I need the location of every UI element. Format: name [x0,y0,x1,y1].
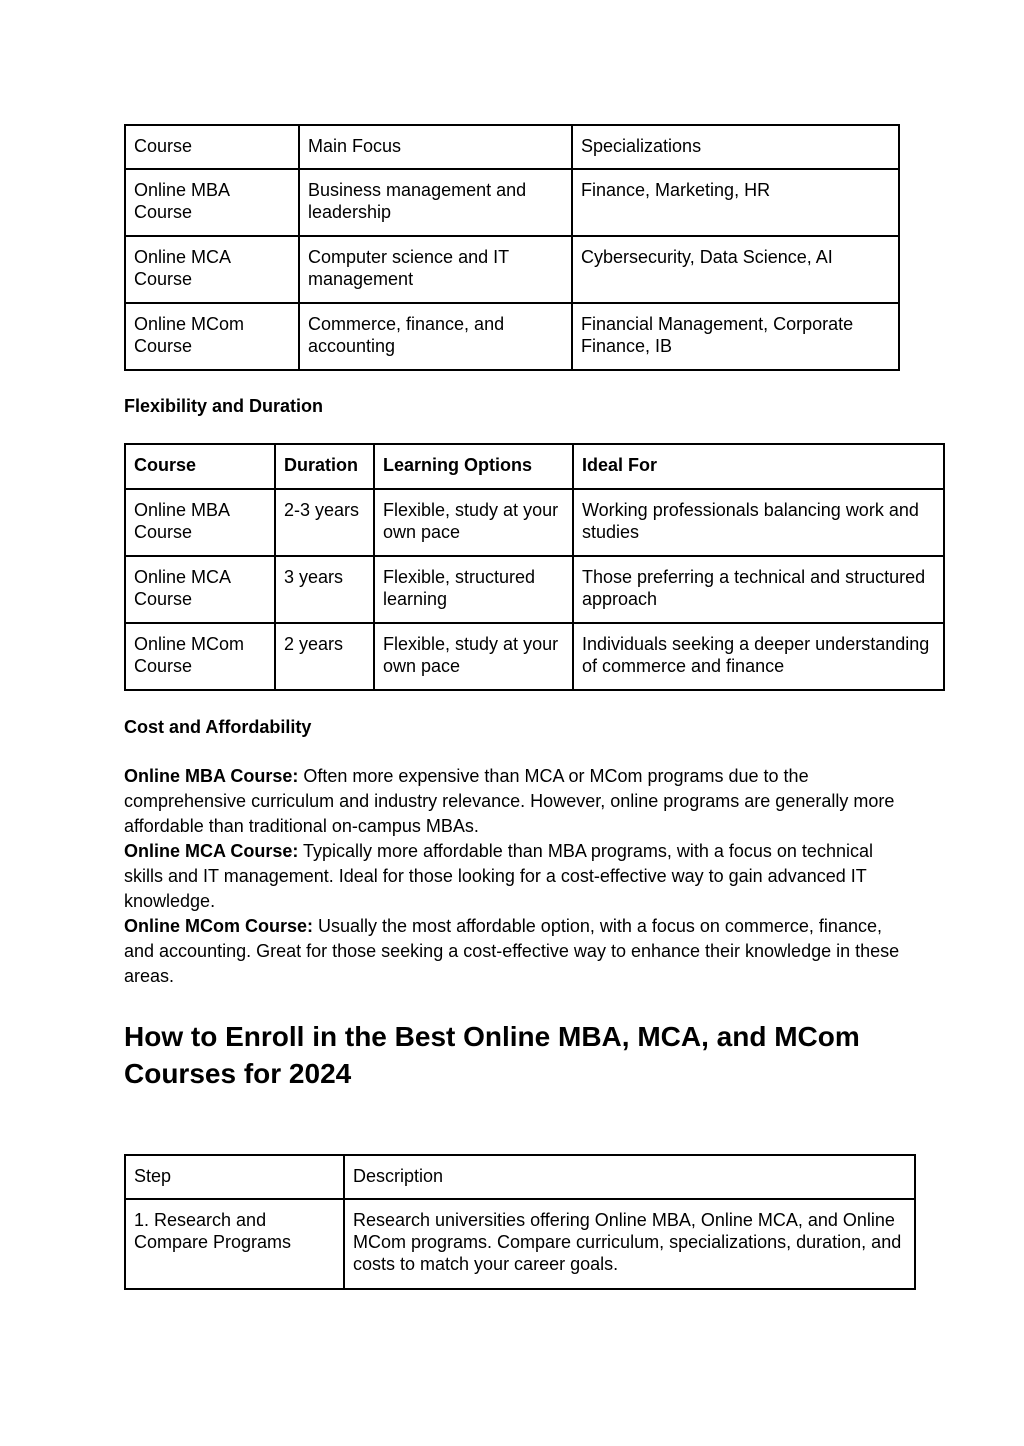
cost-item-mba [124,764,904,839]
enroll-steps-table [124,1154,916,1290]
enroll-heading: How to Enroll in the Best Online MBA, MCA, and MCom Courses for 2024 [124,1021,860,1089]
table-cell: Working professionals balancing work and studies [573,489,944,556]
table-row [125,623,944,690]
table-cell: 2-3 years [275,489,374,556]
table-row [125,1199,915,1289]
table-cell: Finance, Marketing, HR [572,169,899,236]
table-cell: Computer science and IT management [299,236,572,303]
cost-item-mcom [124,914,904,989]
table-header-cell: Main Focus [299,125,572,169]
table-cell: Financial Management, Corporate Finance, IB [572,303,899,370]
table-cell: 1. Research and Compare Programs [125,1199,344,1289]
table-header-cell: Learning Options [374,444,573,489]
table-cell: Online MCom Course [125,623,275,690]
course-focus-table [124,124,900,371]
table-header-cell: Ideal For [573,444,944,489]
cost-item-text: Often more expensive than MCA or MCom programs due to the comprehensive curriculum and industry relevance. However, online programs are generally more affordable than traditional on-campus MBAs. [124,766,895,836]
table-header-row [125,1155,915,1199]
table-cell: Cybersecurity, Data Science, AI [572,236,899,303]
table-cell: Online MCA Course [125,236,299,303]
table-cell: 3 years [275,556,374,623]
table-cell: Commerce, finance, and accounting [299,303,572,370]
table-cell: 2 years [275,623,374,690]
table-cell: Business management and leadership [299,169,572,236]
table-header-row [125,444,944,489]
table-header-cell: Course [125,444,275,489]
table-header-row [125,125,899,169]
table-row [125,303,899,370]
cost-paragraphs [124,764,904,989]
cost-item-text: Usually the most affordable option, with a focus on commerce, finance, and accounting. Great for those seeking a cost-effective way to enhance their knowledge in these areas. [124,916,900,986]
table-row [125,489,944,556]
table-header-cell: Specializations [572,125,899,169]
table-header-cell: Description [344,1155,915,1199]
cost-item-mca [124,839,904,914]
table-cell: Research universities offering Online MBA, Online MCA, and Online MCom programs. Compare curriculum, specializations, duration, and costs to match your career goals. [344,1199,915,1289]
table-header-cell: Step [125,1155,344,1199]
table-cell: Online MBA Course [125,169,299,236]
table-cell: Online MCom Course [125,303,299,370]
cost-item-label: Online MCA Course: [124,841,299,861]
table-cell: Flexible, study at your own pace [374,489,573,556]
table-header-cell: Duration [275,444,374,489]
table-cell: Individuals seeking a deeper understanding of commerce and finance [573,623,944,690]
table-cell: Online MBA Course [125,489,275,556]
cost-item-label: Online MCom Course: [124,916,314,936]
table-cell: Those preferring a technical and structured approach [573,556,944,623]
table-row [125,556,944,623]
flexibility-duration-table [124,443,945,691]
table-header-cell: Course [125,125,299,169]
cost-item-text: Typically more affordable than MBA programs, with a focus on technical skills and IT management. Ideal for those looking for a cost-effective way to gain advanced IT knowledge. [124,841,873,911]
section-heading-flexibility: Flexibility and Duration [124,396,324,416]
table-cell: Flexible, study at your own pace [374,623,573,690]
table-cell: Online MCA Course [125,556,275,623]
table-row [125,236,899,303]
cost-item-label: Online MBA Course: [124,766,299,786]
table-cell: Flexible, structured learning [374,556,573,623]
section-heading-cost: Cost and Affordability [124,717,312,737]
table-row [125,169,899,236]
